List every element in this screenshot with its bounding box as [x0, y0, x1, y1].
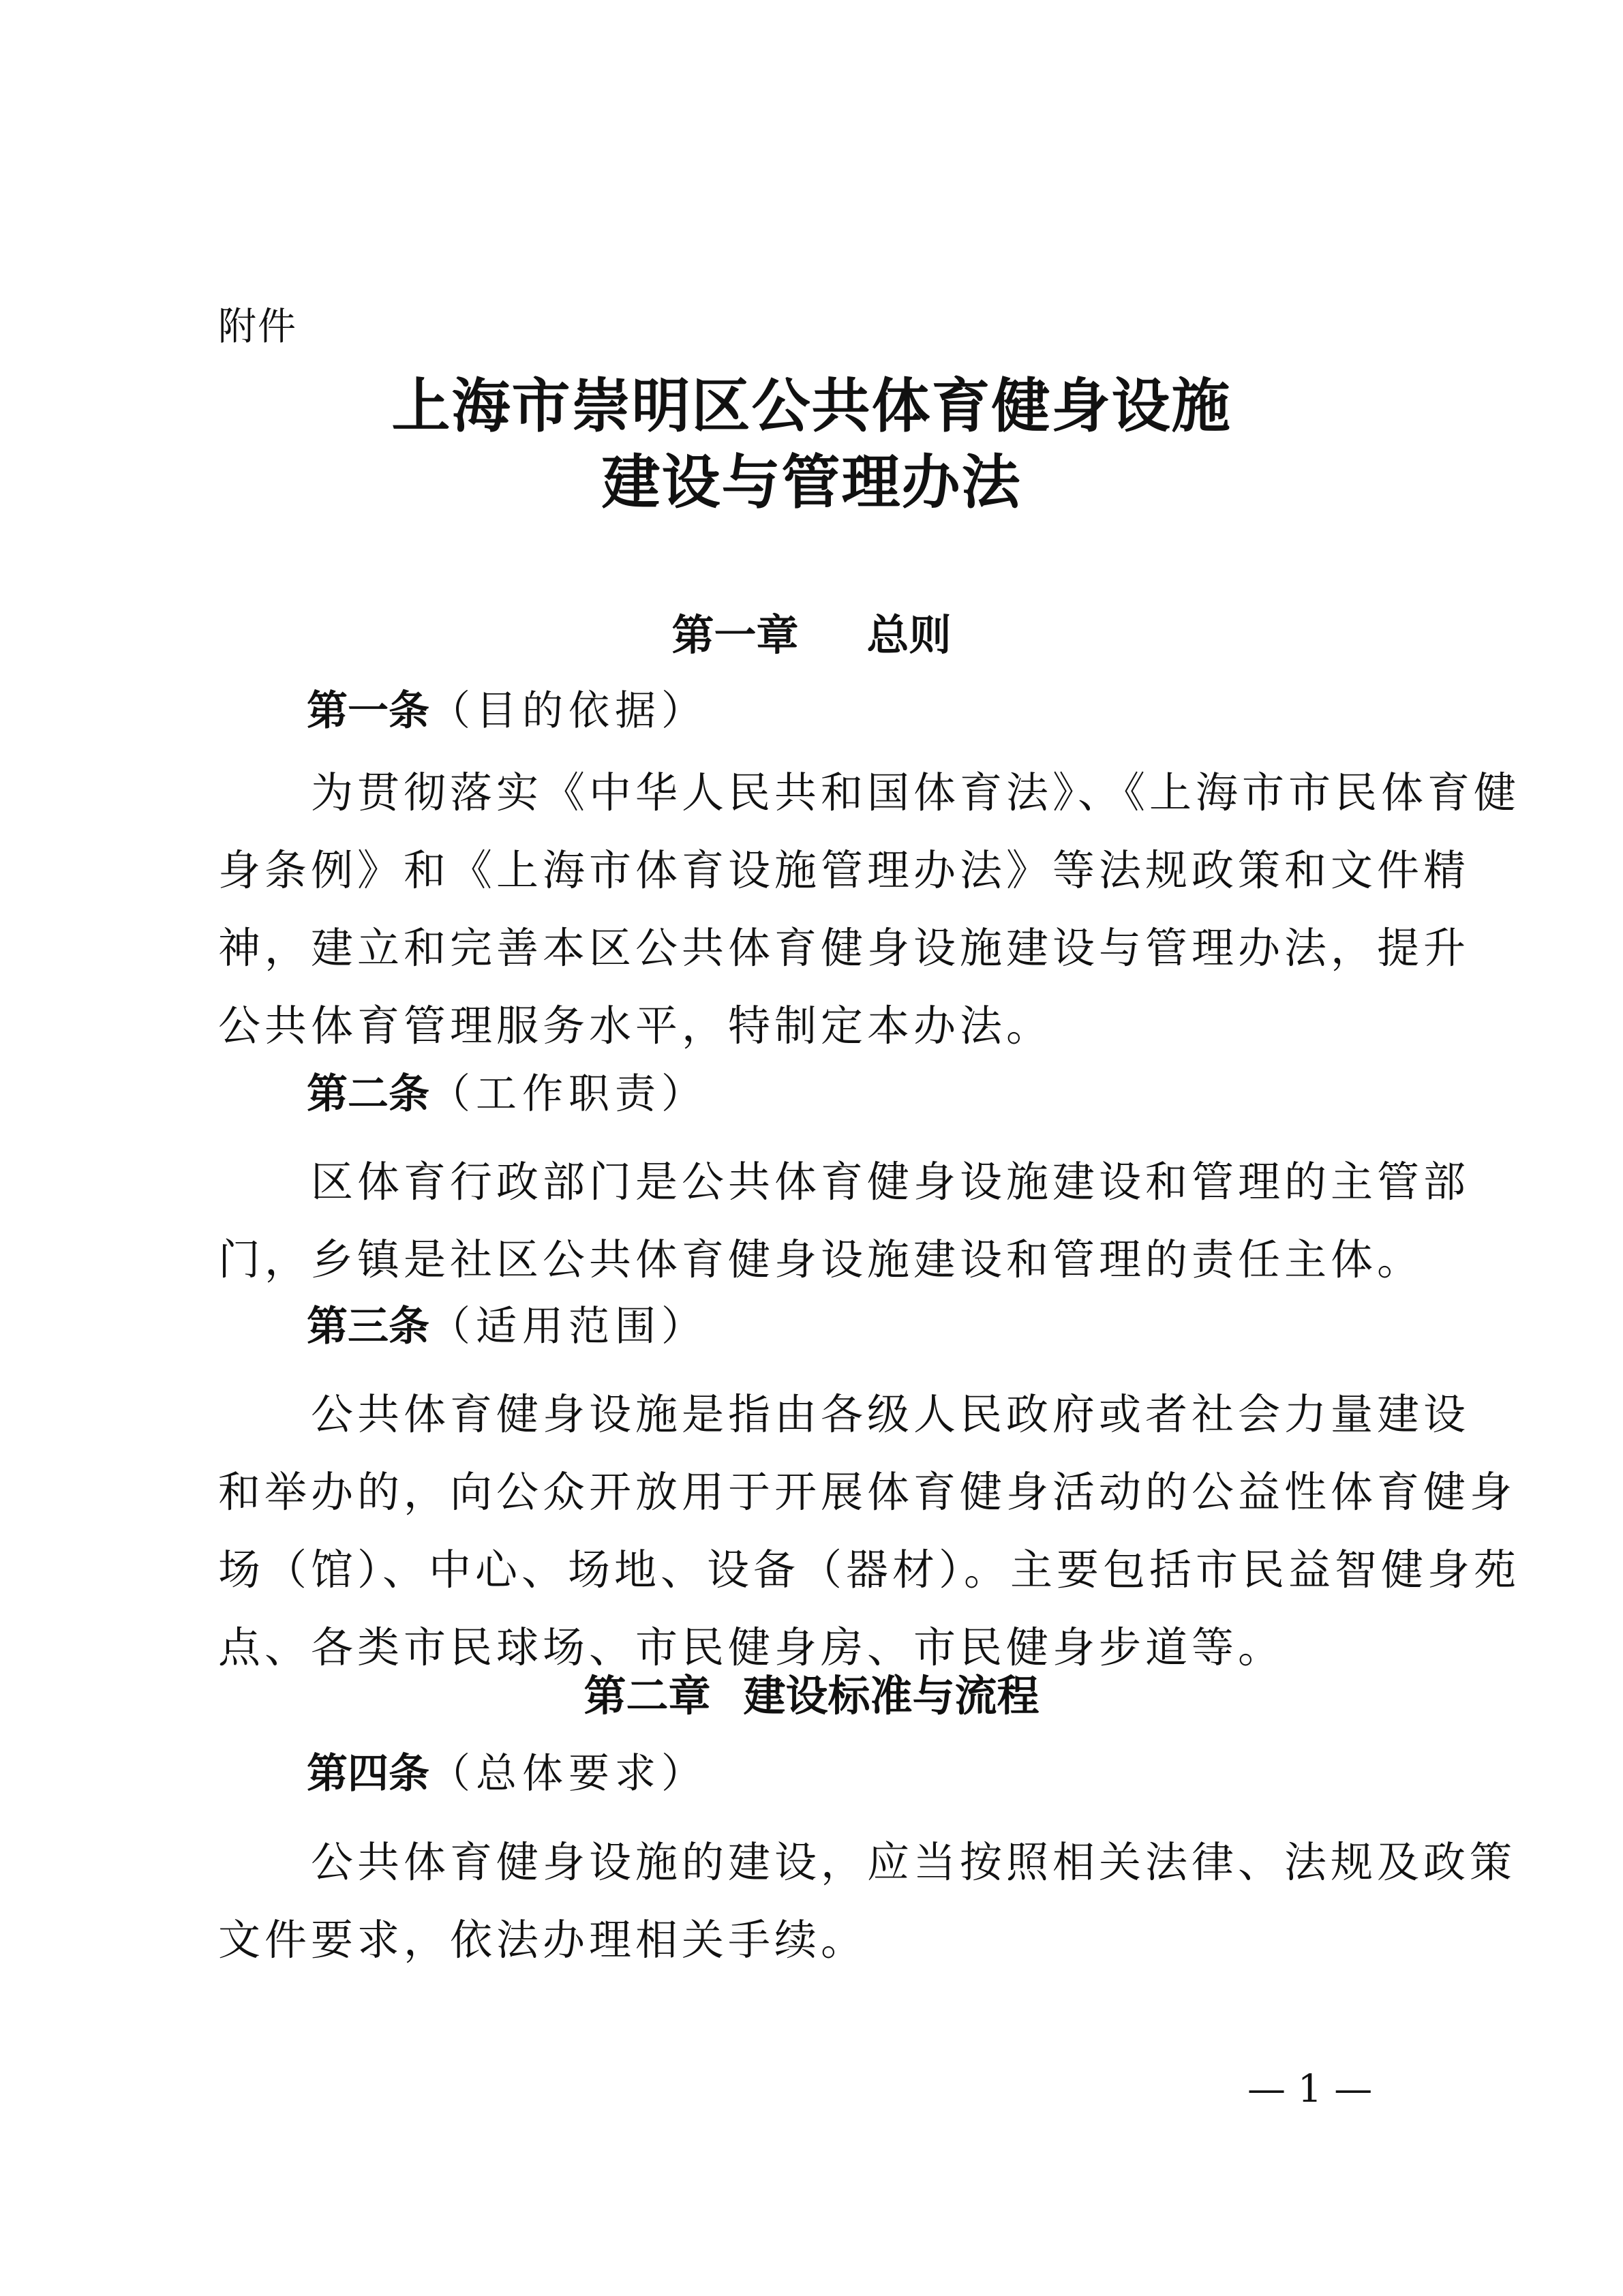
article-heading-1	[307, 684, 708, 738]
article-body-2	[218, 1143, 1470, 1299]
body-line: 文件要求，依法办理相关手续。	[218, 1915, 868, 1965]
body-line: 公共体育管理服务水平，特制定本办法。	[218, 1001, 1053, 1051]
body-line: 为贯彻落实《中华人民共和国体育法》、《上海市市民体育健	[218, 768, 1521, 817]
body-line: 公共体育健身设施的建设，应当按照相关法律、法规及政策	[218, 1837, 1517, 1887]
body-line: 和举办的，向公众开放用于开展体育健身活动的公益性体育健身	[218, 1467, 1517, 1517]
article-number: 第一条	[307, 687, 429, 735]
article-subject: （目的依据）	[429, 687, 708, 735]
article-number: 第三条	[307, 1303, 429, 1350]
body-line: 门，乡镇是社区公共体育健身设施建设和管理的责任主体。	[218, 1235, 1424, 1284]
body-line: 神，建立和完善本区公共体育健身设施建设与管理办法，提升	[218, 923, 1470, 973]
body-line: 身条例》和《上海市体育设施管理办法》等法规政策和文件精	[218, 845, 1470, 895]
document-title-line-1: 上海市崇明区公共体育健身设施	[391, 372, 1232, 440]
article-body-1	[218, 754, 1521, 1065]
chapter-heading-1	[0, 608, 1623, 663]
article-subject: （总体要求）	[429, 1750, 708, 1798]
body-line: 点、各类市民球场、市民健身房、市民健身步道等。	[218, 1622, 1285, 1672]
body-line: 区体育行政部门是公共体育健身设施建设和管理的主管部	[218, 1157, 1470, 1207]
attachment-label: 附件	[218, 305, 297, 349]
chapter-name: 总则	[866, 610, 952, 660]
article-heading-3	[307, 1299, 708, 1354]
article-subject: （工作职责）	[429, 1070, 708, 1118]
document-title-line-2: 建设与管理办法	[601, 448, 1022, 517]
body-line: 场（馆）、中心、场地、设备（器材）。主要包括市民益智健身苑	[218, 1545, 1521, 1595]
article-body-4	[218, 1824, 1517, 1979]
chapter-heading-2	[0, 1669, 1623, 1723]
article-subject: （适用范围）	[429, 1303, 708, 1350]
article-heading-2	[307, 1067, 708, 1121]
article-number: 第四条	[307, 1750, 429, 1798]
body-line: 公共体育健身设施是指由各级人民政府或者社会力量建设	[218, 1389, 1470, 1439]
page-number: — 1 —	[1247, 2067, 1373, 2111]
chapter-name: 建设标准与流程	[743, 1671, 1040, 1721]
article-heading-4	[307, 1747, 708, 1801]
chapter-number: 第二章	[583, 1671, 711, 1721]
chapter-number: 第一章	[671, 610, 799, 660]
article-body-3	[218, 1376, 1521, 1687]
article-number: 第二条	[307, 1070, 429, 1118]
